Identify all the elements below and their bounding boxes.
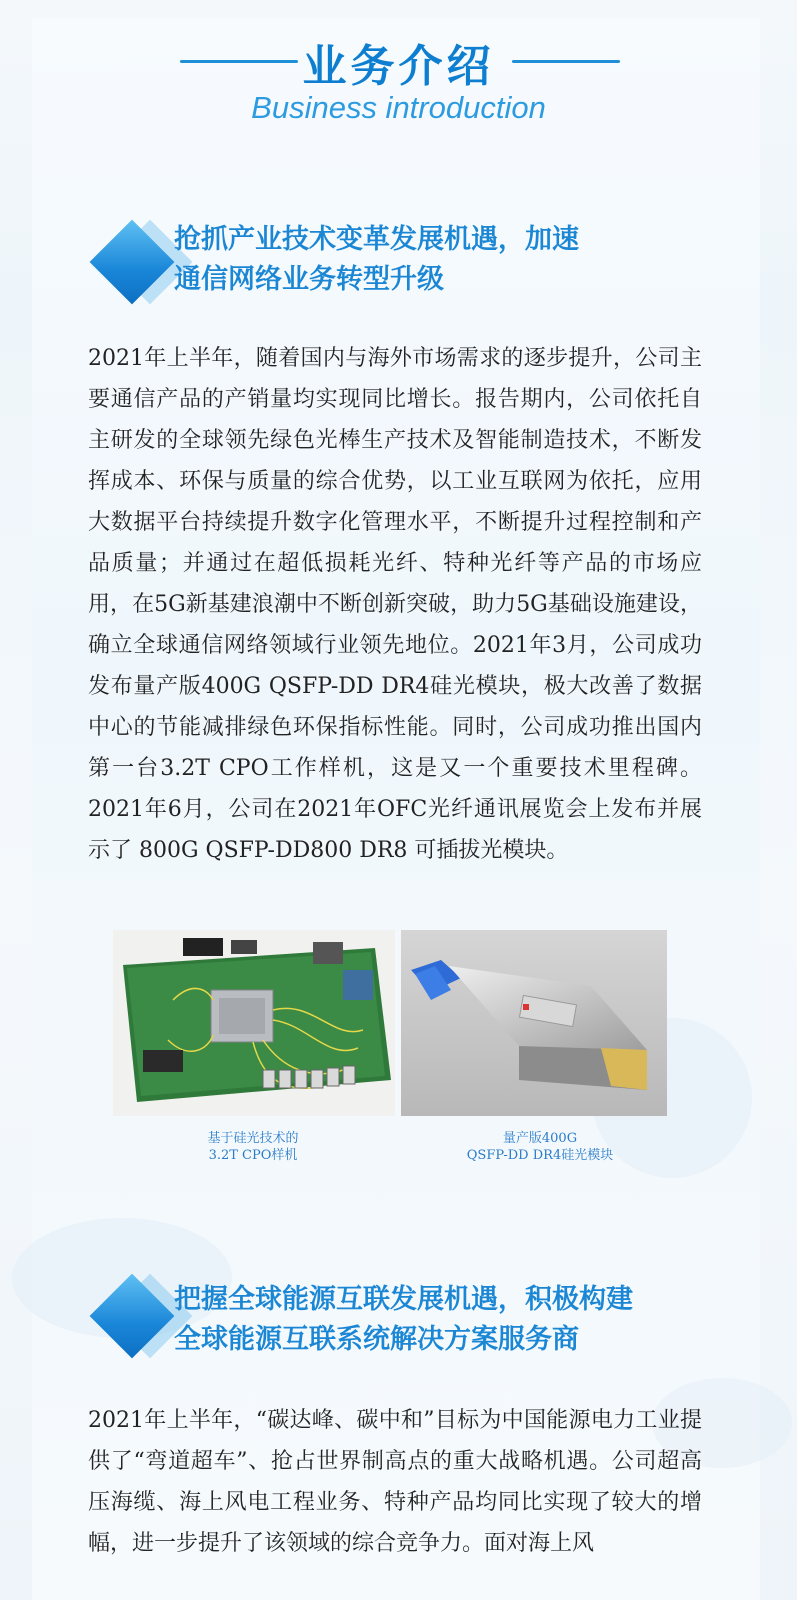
section-title-line: 把握全球能源互联发展机遇，积极构建 — [174, 1284, 633, 1315]
cpo-prototype-photo — [113, 930, 395, 1116]
section-paragraph-1: 2021年上半年，随着国内与海外市场需求的逐步提升，公司主要通信产品的产销量均实现同比增长。报告期内，公司依托自主研发的全球领先绿色光棒生产技术及智能制造技术，不断发挥成本、环保与质量的综合优势，以工业互联网为依托，应用大数据平台持续提升数字化管理水平，不断提升过程控制和产品质量；并通过在超低损耗光纤、特种光纤等产品的市场应用，在5G新基建浪潮中不断创新突破，助力5G基础设施建设，确立全球通信网络领域行业领先地位。2021年3月，公司成功发布量产版400G QSFP-DD DR4硅光模块，极大改善了数据中心的节能减排绿色环保指标性能。同时，公司成功推出国内第一台3.2T CPO工作样机，这是又一个重要技术里程碑。2021年6月，公司在2021年OFC光纤通讯展览会上发布并展示了 800G QSFP-DD800 DR8 可插拔光模块。 — [88, 346, 702, 863]
caption-line: 量产版400G — [502, 1131, 578, 1146]
caption-line: 3.2T CPO样机 — [208, 1148, 298, 1163]
section-heading-2 — [88, 1272, 748, 1362]
section-title-line: 通信网络业务转型升级 — [174, 264, 444, 295]
cpo-board-illustration — [113, 930, 395, 1116]
section-paragraph-2: 2021年上半年，“碳达峰、碳中和”目标为中国能源电力工业提供了“弯道超车”、抢占世界制高点的重大战略机遇。公司超高压海缆、海上风电工程业务、特种产品均同比实现了较大的增幅，进一步提升了该领域的综合竞争力。面对海上风 — [88, 1408, 702, 1556]
caption-line: QSFP-DD DR4硅光模块 — [466, 1148, 614, 1163]
figure-caption-2 — [430, 1130, 650, 1164]
section-title-line: 抢抓产业技术变革发展机遇，加速 — [174, 224, 579, 255]
caption-line: 基于硅光技术的 — [207, 1131, 299, 1146]
qsfp-module-illustration — [401, 930, 667, 1116]
section-heading-1 — [88, 218, 748, 308]
page-title: 业务介绍 — [302, 41, 495, 92]
page-subtitle: Business introduction — [251, 90, 546, 125]
qsfp-module-photo — [401, 930, 667, 1116]
figure-caption-1 — [173, 1130, 333, 1164]
section-title-line: 全球能源互联系统解决方案服务商 — [174, 1324, 579, 1355]
